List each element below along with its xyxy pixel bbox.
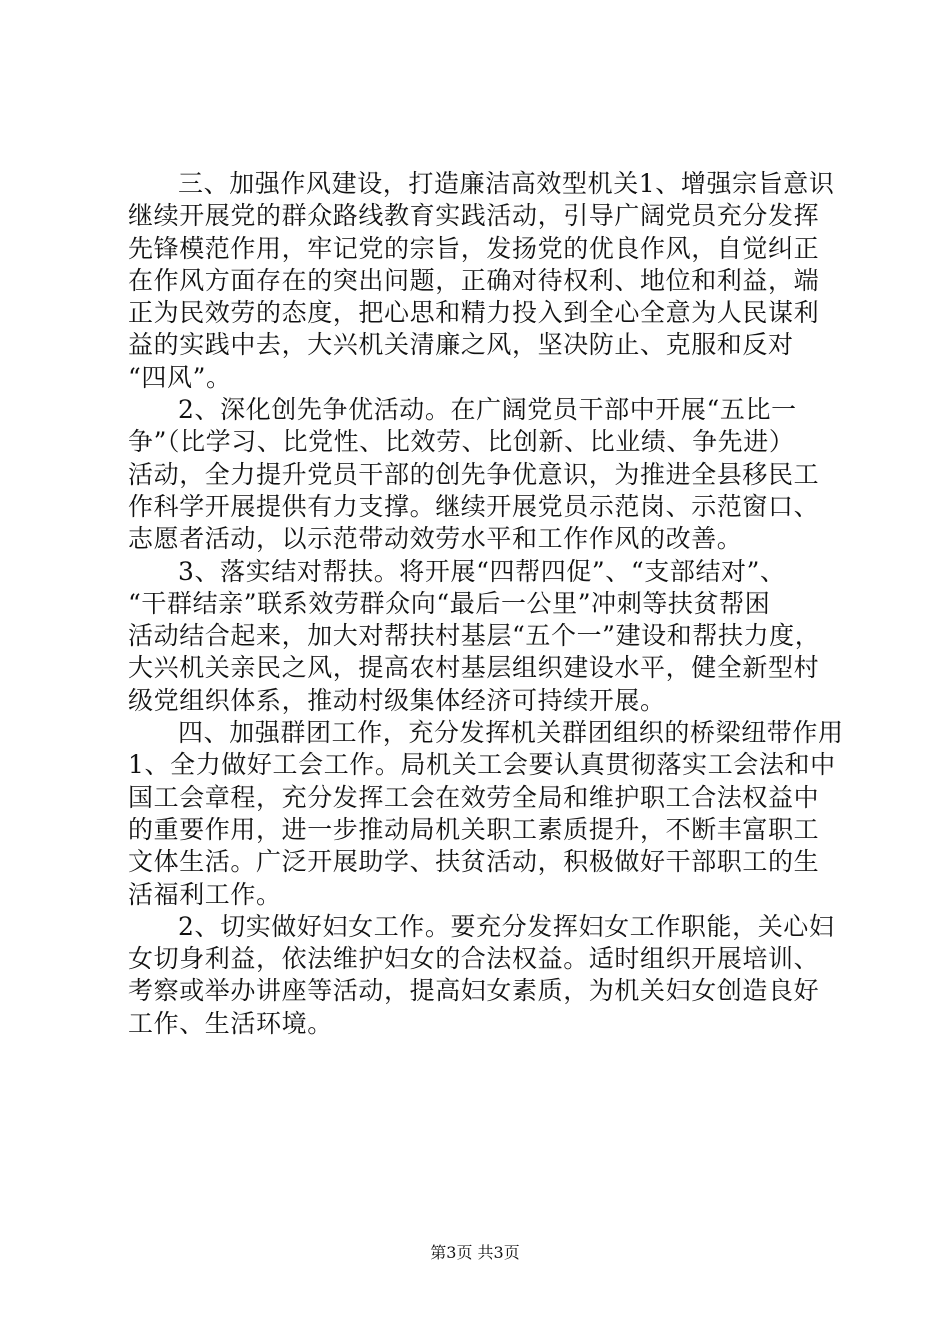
text-line: 工作、生活环境。: [128, 1008, 333, 1038]
text-line: 女切身利益，依法维护妇女的合法权益。适时组织开展培训、: [128, 944, 820, 974]
text-line: 继续开展党的群众路线教育实践活动，引导广阔党员充分发挥: [128, 201, 820, 231]
page-number: 第3页 共3页: [430, 1243, 520, 1262]
text-line: 正为民效劳的态度，把心思和精力投入到全心全意为人民谋利: [128, 298, 820, 328]
document-body: [128, 168, 844, 1040]
text-line: 3、落实结对帮扶。将开展“四帮四促”、“支部结对”、: [178, 556, 786, 586]
text-line: 1、全力做好工会工作。局机关工会要认真贯彻落实工会法和中: [128, 750, 836, 780]
text-line: 活动结合起来，加大对帮扶村基层“五个一”建设和帮扶力度，: [128, 621, 821, 651]
text-line: 活动，全力提升党员干部的创先争优意识，为推进全县移民工: [128, 459, 820, 489]
text-line: 在作风方面存在的突出问题，正确对待权利、地位和利益，端: [128, 265, 820, 295]
text-line: “四风”。: [128, 362, 232, 392]
text-line: 2、深化创先争优活动。在广阔党员干部中开展“五比一: [178, 395, 797, 425]
page-footer: [0, 1243, 950, 1263]
text-line: 三、加强作风建设，打造廉洁高效型机关1、增强宗旨意识: [178, 169, 835, 198]
text-line: 国工会章程，充分发挥工会在效劳全局和维护职工合法权益中: [128, 782, 820, 812]
text-line: “干群结亲”联系效劳群众向“最后一公里”冲刺等扶贫帮困: [128, 588, 771, 618]
text-line: 志愿者活动，以示范带动效劳水平和工作作风的改善。: [128, 524, 743, 554]
paragraph-women-work: [128, 911, 835, 1040]
text-line: 四、加强群团工作，充分发挥机关群团组织的桥梁纽带作用: [178, 718, 844, 748]
text-line: 益的实践中去，大兴机关清廉之风，坚决防止、克服和反对: [128, 330, 794, 360]
text-line: 考察或举办讲座等活动，提高妇女素质，为机关妇女创造良好: [128, 976, 820, 1006]
paragraph-mass-organizations: [128, 717, 844, 911]
text-line: 作科学开展提供有力支撑。继续开展党员示范岗、示范窗口、: [128, 491, 820, 521]
text-line: 争”（比学习、比党性、比效劳、比创新、比业绩、争先进）: [128, 427, 795, 457]
text-line: 活福利工作。: [128, 879, 282, 909]
paragraph-excellence-activity: [128, 394, 824, 555]
text-line: 2、切实做好妇女工作。要充分发挥妇女工作职能，关心妇: [178, 911, 835, 941]
paragraph-work-style: [128, 168, 835, 394]
text-line: 先锋模范作用，牢记党的宗旨，发扬党的优良作风，自觉纠正: [128, 233, 820, 263]
text-line: 的重要作用，进一步推动局机关职工素质提升，不断丰富职工: [128, 814, 820, 844]
text-line: 文体生活。广泛开展助学、扶贫活动，积极做好干部职工的生: [128, 847, 820, 877]
text-line: 大兴机关亲民之风，提高农村基层组织建设水平，健全新型村: [128, 653, 820, 683]
paragraph-paired-assistance: [128, 556, 824, 717]
text-line: 级党组织体系，推动村级集体经济可持续开展。: [128, 685, 666, 715]
